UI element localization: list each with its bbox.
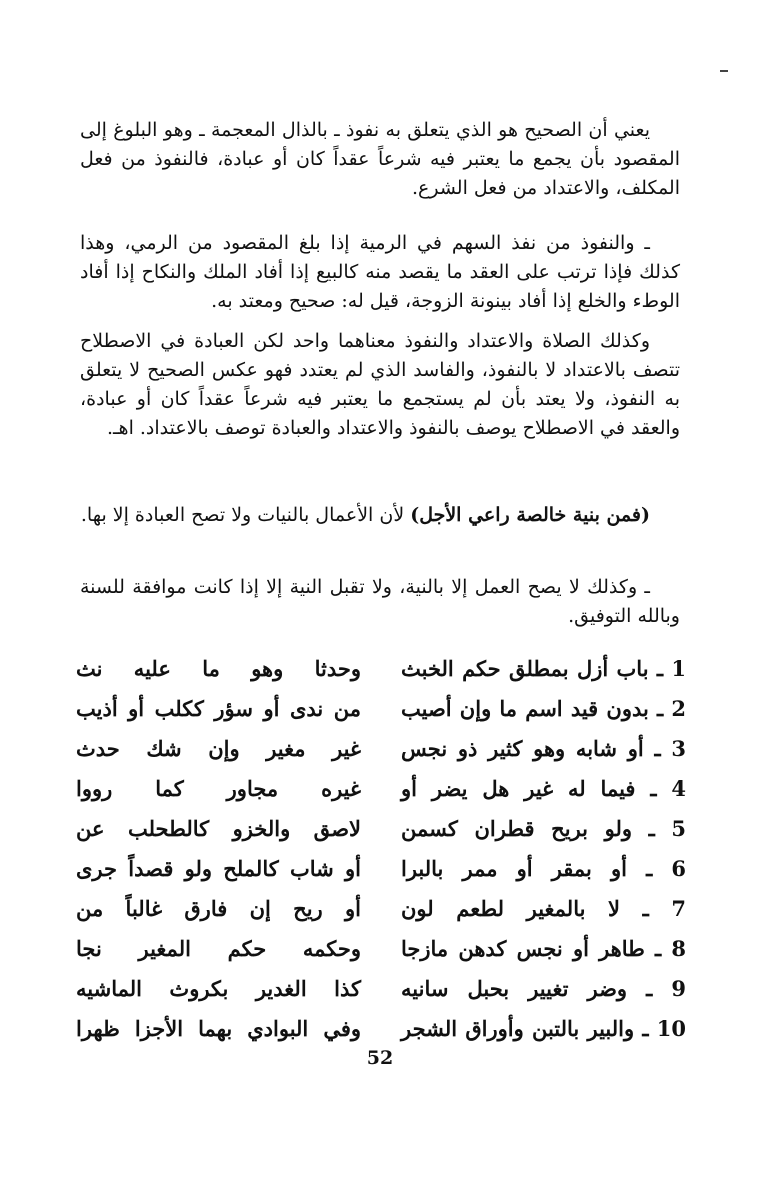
verse-row — [76, 848, 686, 888]
paragraph-5-text: ـ وكذلك لا يصح العمل إلا بالنية، ولا تقبل النية إلا إذا كانت موافقة للسنة وبالله التوفيق. — [80, 576, 680, 627]
verse-second-hemistich: من ندى أو سؤر ككلب أو أذيب — [76, 695, 361, 721]
paragraph-5 — [80, 573, 680, 631]
verse-second-hemistich: كذا الغدير بكروث الماشيه — [76, 975, 361, 1001]
verse-first-hemistich: 3 ـ أو شابه وهو كثير ذو نجس — [401, 735, 686, 761]
paragraph-3 — [80, 327, 680, 443]
verse-second-hemistich: أو شاب كالملح ولو قصداً جرى — [76, 855, 361, 881]
verse-second-hemistich: وحدثا وهو ما عليه نث — [76, 655, 361, 681]
paragraph-1-text: يعني أن الصحيح هو الذي يتعلق به نفوذ ـ بالذال المعجمة ـ وهو البلوغ إلى المقصود بأن يجمع ما يعتبر فيه شرعاً عقداً كان أو عبادة، فالنفوذ من فعل المكلف، والاعتداد من فعل الشرع. — [80, 119, 680, 199]
verse-second-hemistich: وحكمه حكم المغير نجا — [76, 935, 361, 961]
verse-first-hemistich: 6 ـ أو بمقر أو ممر بالبرا — [401, 855, 686, 881]
verse-first-hemistich: 8 ـ طاهر أو نجس كدهن مازجا — [401, 935, 686, 961]
page-number: 52 — [366, 1047, 394, 1069]
verse-row — [76, 1008, 686, 1048]
verse-second-hemistich: وفي البوادي بهما الأجزا ظهرا — [76, 1015, 361, 1041]
verse-row — [76, 768, 686, 808]
verse-first-hemistich: 10 ـ والبير بالتبن وأوراق الشجر — [401, 1015, 686, 1041]
corner-mark — [720, 70, 728, 72]
verse-second-hemistich: غير مغير وإن شك حدث — [76, 735, 361, 761]
verse-row — [76, 888, 686, 928]
verse-second-hemistich: أو ريح إن فارق غالباً من — [76, 895, 361, 921]
verse-row — [76, 928, 686, 968]
verse-first-hemistich: 7 ـ لا بالمغير لطعم لون — [401, 895, 686, 921]
paragraph-1 — [80, 116, 680, 203]
verse-first-hemistich: 4 ـ فيما له غير هل يضر أو — [401, 775, 686, 801]
verse-first-hemistich: 5 ـ ولو بريح قطران كسمن — [401, 815, 686, 841]
paragraph-4-text — [80, 501, 680, 530]
verse-first-hemistich: 9 ـ وضر تغيير بحبل سانيه — [401, 975, 686, 1001]
verse-row — [76, 648, 686, 688]
paragraph-2 — [80, 229, 680, 316]
verse-first-hemistich: 2 ـ بدون قيد اسم ما وإن أصيب — [401, 695, 686, 721]
paragraph-2-text: ـ والنفوذ من نفذ السهم في الرمية إذا بلغ المقصود من الرمي، وهذا كذلك فإذا ترتب على العقد ما يقصد منه كالبيع إذا أفاد الملك والنكاح إذا أفاد الوطء والخلع إذا أفاد بينونة الزوجة، قيل له: صحيح ومعتد به. — [80, 232, 680, 312]
verse-second-hemistich: غيره مجاور كما رووا — [76, 775, 361, 801]
quoted-matn: (فمن بنية خالصة راعي الأجل) — [410, 504, 650, 526]
poem — [76, 648, 686, 1048]
verse-second-hemistich: لاصق والخزو كالطحلب عن — [76, 815, 361, 841]
verse-row — [76, 728, 686, 768]
paragraph-4 — [80, 501, 680, 530]
verse-row — [76, 808, 686, 848]
verse-first-hemistich: 1 ـ باب أزل بمطلق حكم الخبث — [401, 655, 686, 681]
paragraph-3-text: وكذلك الصلاة والاعتداد والنفوذ معناهما واحد لكن العبادة في الاصطلاح تتصف بالاعتداد لا بالنفوذ، والفاسد الذي لم يعتدد فهو عكس الصحيح لا يتعلق به النفوذ، ولا يعتد بأن لم يستجمع ما يعتبر فيه شرعاً عقداً كان أو عبادة، والعقد في الاصطلاح يوصف بالنفوذ والاعتداد والعبادة توصف بالاعتداد. اهـ. — [80, 330, 680, 439]
verse-row — [76, 968, 686, 1008]
commentary-text: لأن الأعمال بالنيات ولا تصح العبادة إلا بها. — [80, 504, 411, 526]
verse-row — [76, 688, 686, 728]
